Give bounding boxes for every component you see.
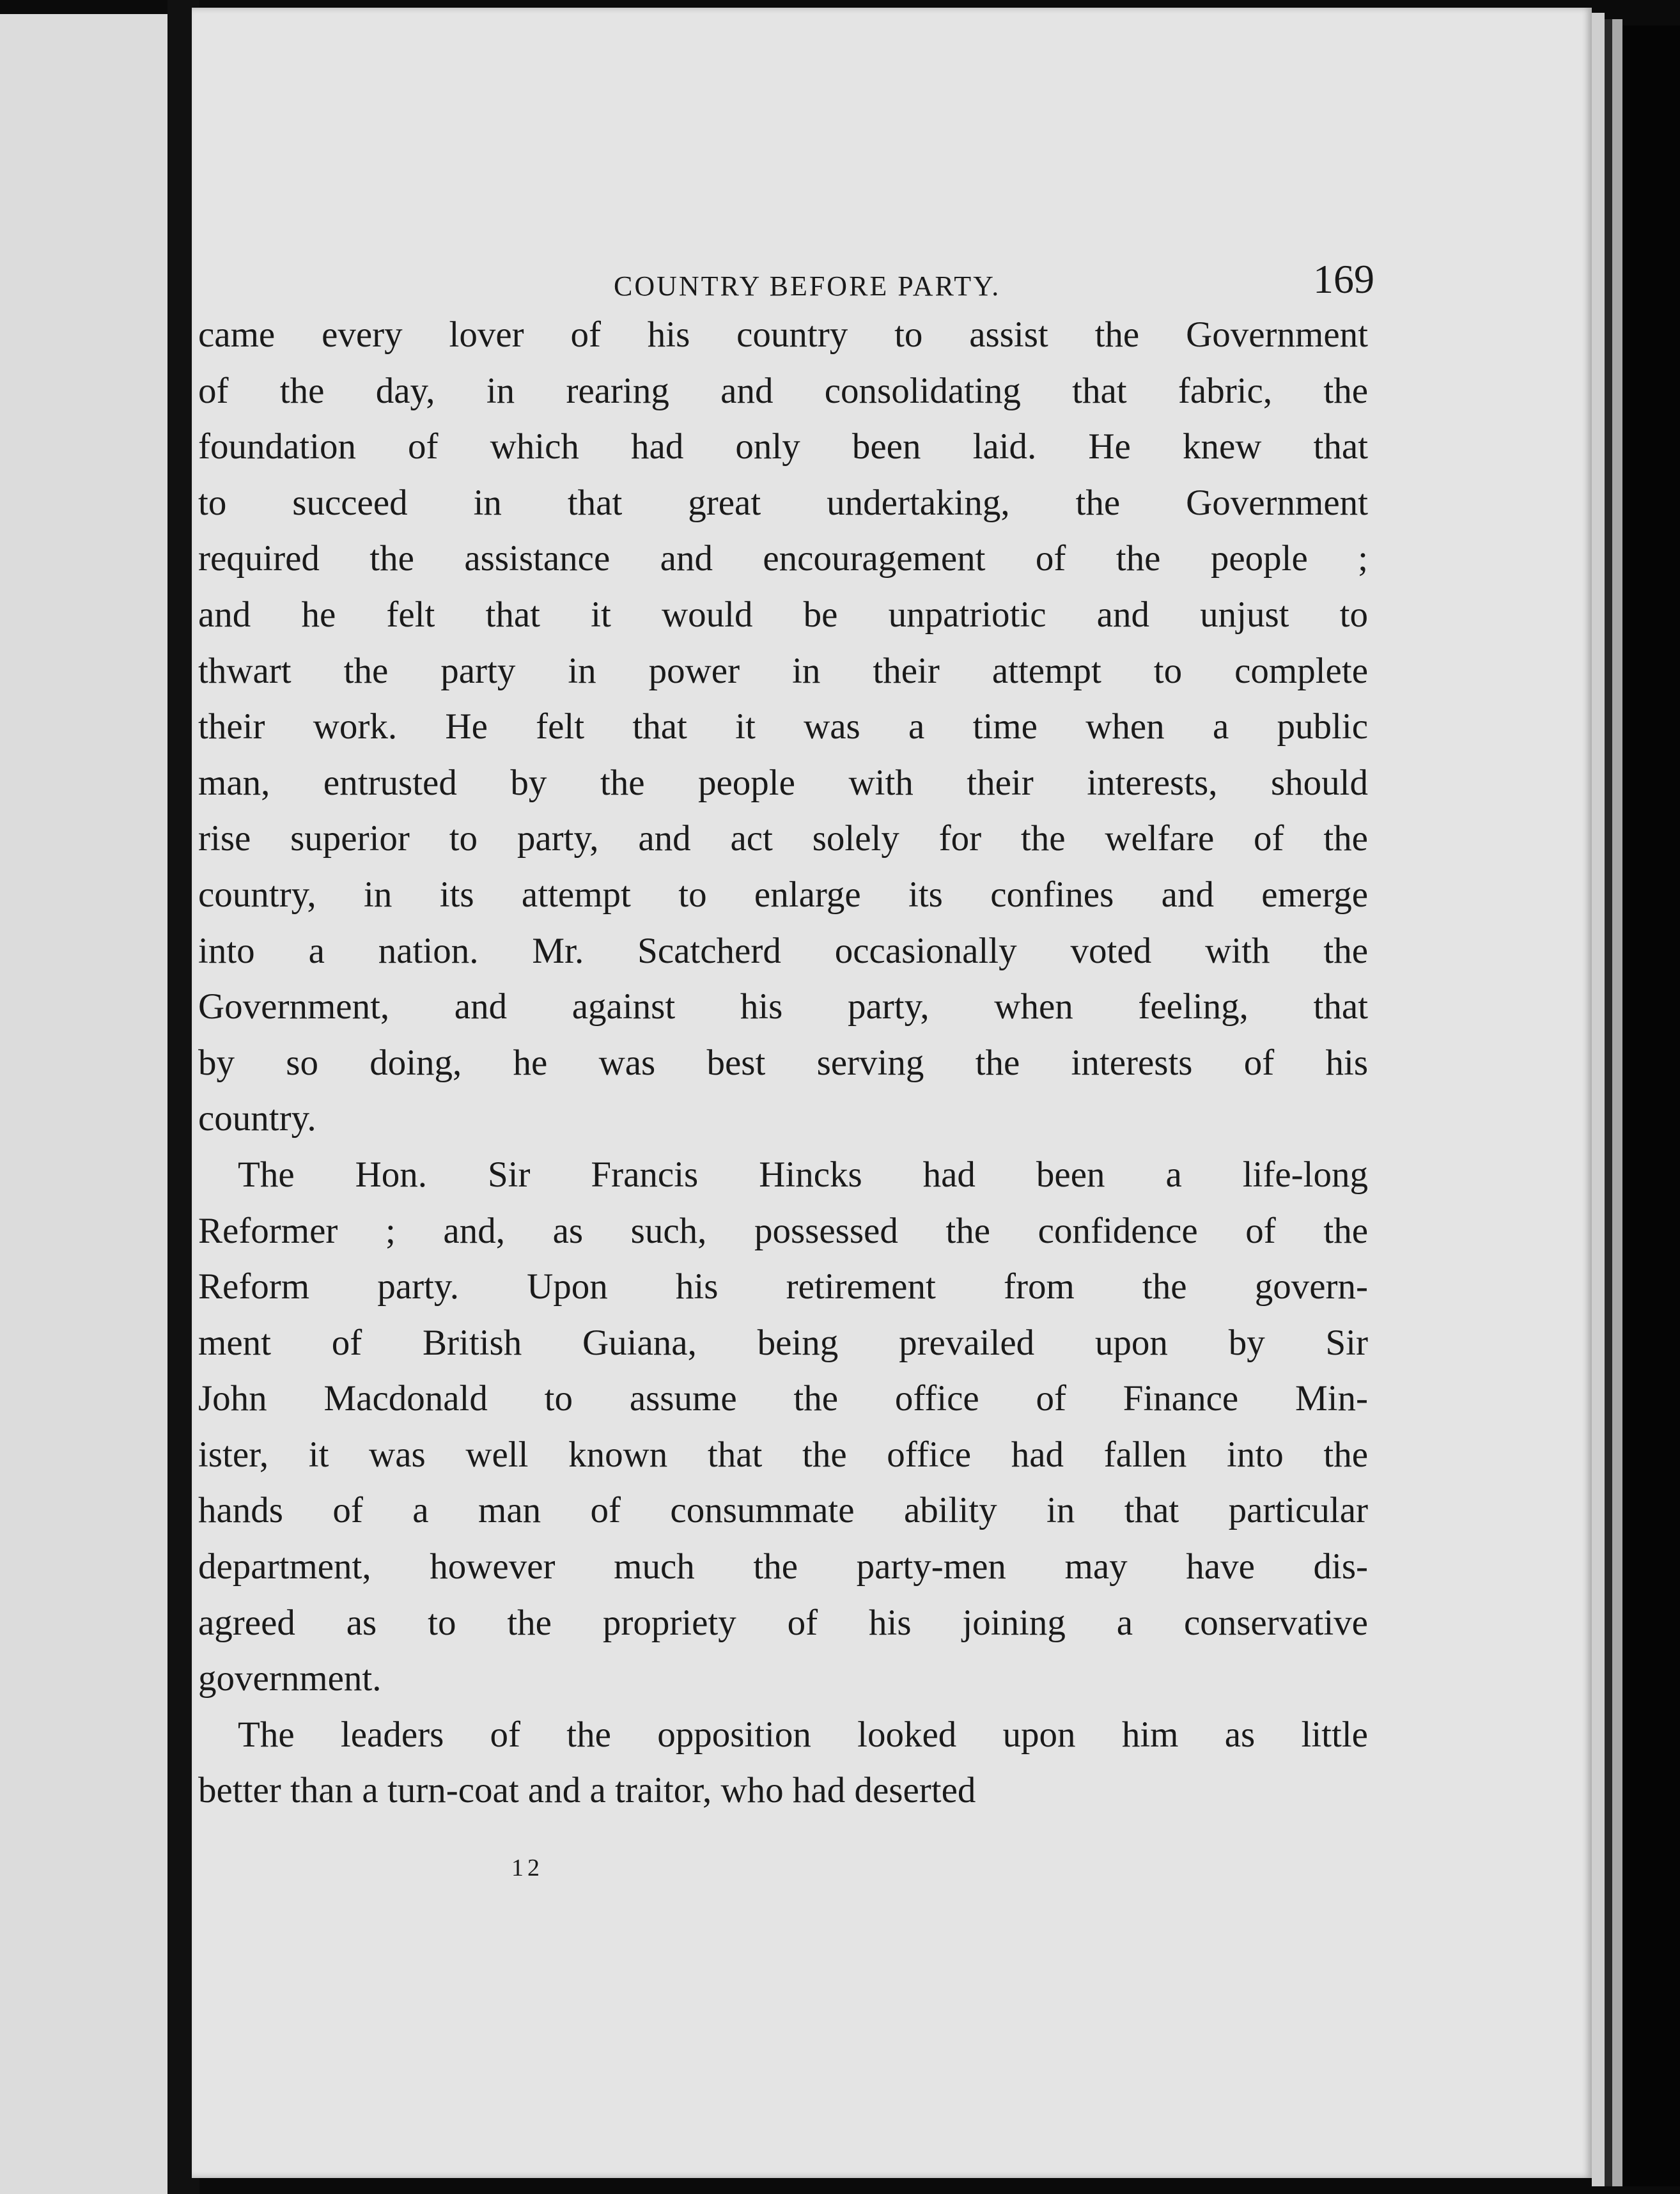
text-line: department, however much the party-men may have dis- <box>198 1546 1368 1587</box>
text-line: The leaders of the opposition looked upon him as little <box>238 1714 1368 1755</box>
running-head <box>198 256 1374 307</box>
text-line: foundation of which had only been laid. He knew that <box>198 426 1368 467</box>
page-edge <box>1612 19 1622 2186</box>
text-line: man, entrusted by the people with their interests, should <box>198 762 1368 803</box>
text-line: country. <box>198 1098 316 1139</box>
text-line: came every lover of his country to assist the Government <box>198 315 1368 355</box>
text-line: by so doing, he was best serving the interests of his <box>198 1042 1368 1083</box>
signature-mark: 12 <box>511 1855 543 1881</box>
text-line: Reform party. Upon his retirement from the govern- <box>198 1266 1368 1307</box>
text-line: better than a turn-coat and a traitor, who had deserted <box>198 1770 976 1811</box>
text-line: of the day, in rearing and consolidating that fabric, the <box>198 370 1368 411</box>
page-edge <box>1592 13 1605 2186</box>
paragraph <box>198 1707 1368 1819</box>
text-line: into a nation. Mr. Scatcherd occasionally voted with the <box>198 930 1368 971</box>
page-number: 169 <box>1313 256 1374 302</box>
facing-page-edge <box>0 14 167 2194</box>
text-line: agreed as to the propriety of his joining a conservative <box>198 1602 1368 1643</box>
paragraph <box>198 1147 1368 1707</box>
body-text <box>198 307 1368 1819</box>
text-line: Government, and against his party, when feeling, that <box>198 986 1368 1027</box>
text-line: John Macdonald to assume the office of Finance Min- <box>198 1378 1368 1419</box>
page-edge <box>1605 19 1612 2186</box>
text-line: government. <box>198 1658 382 1699</box>
text-line: country, in its attempt to enlarge its confines and emerge <box>198 874 1368 915</box>
page-edge <box>1622 26 1680 2186</box>
text-line: to succeed in that great undertaking, the Government <box>198 482 1368 523</box>
text-line: thwart the party in power in their attempt to complete <box>198 650 1368 691</box>
page-content <box>198 256 1374 1819</box>
text-line: their work. He felt that it was a time when a public <box>198 706 1368 747</box>
running-title: COUNTRY BEFORE PARTY. <box>614 270 1001 302</box>
text-line: Reformer ; and, as such, possessed the confidence of the <box>198 1210 1368 1251</box>
text-line: required the assistance and encouragement of the people ; <box>198 538 1368 579</box>
text-line: ister, it was well known that the office had fallen into the <box>198 1434 1368 1475</box>
text-line: and he felt that it would be unpatriotic and unjust to <box>198 594 1368 635</box>
text-line: rise superior to party, and act solely for the welfare of the <box>198 818 1368 859</box>
text-line: hands of a man of consummate ability in that particular <box>198 1490 1368 1531</box>
paragraph <box>198 307 1368 1147</box>
text-line: The Hon. Sir Francis Hincks had been a life-long <box>238 1154 1368 1195</box>
text-line: ment of British Guiana, being prevailed upon by Sir <box>198 1322 1368 1363</box>
